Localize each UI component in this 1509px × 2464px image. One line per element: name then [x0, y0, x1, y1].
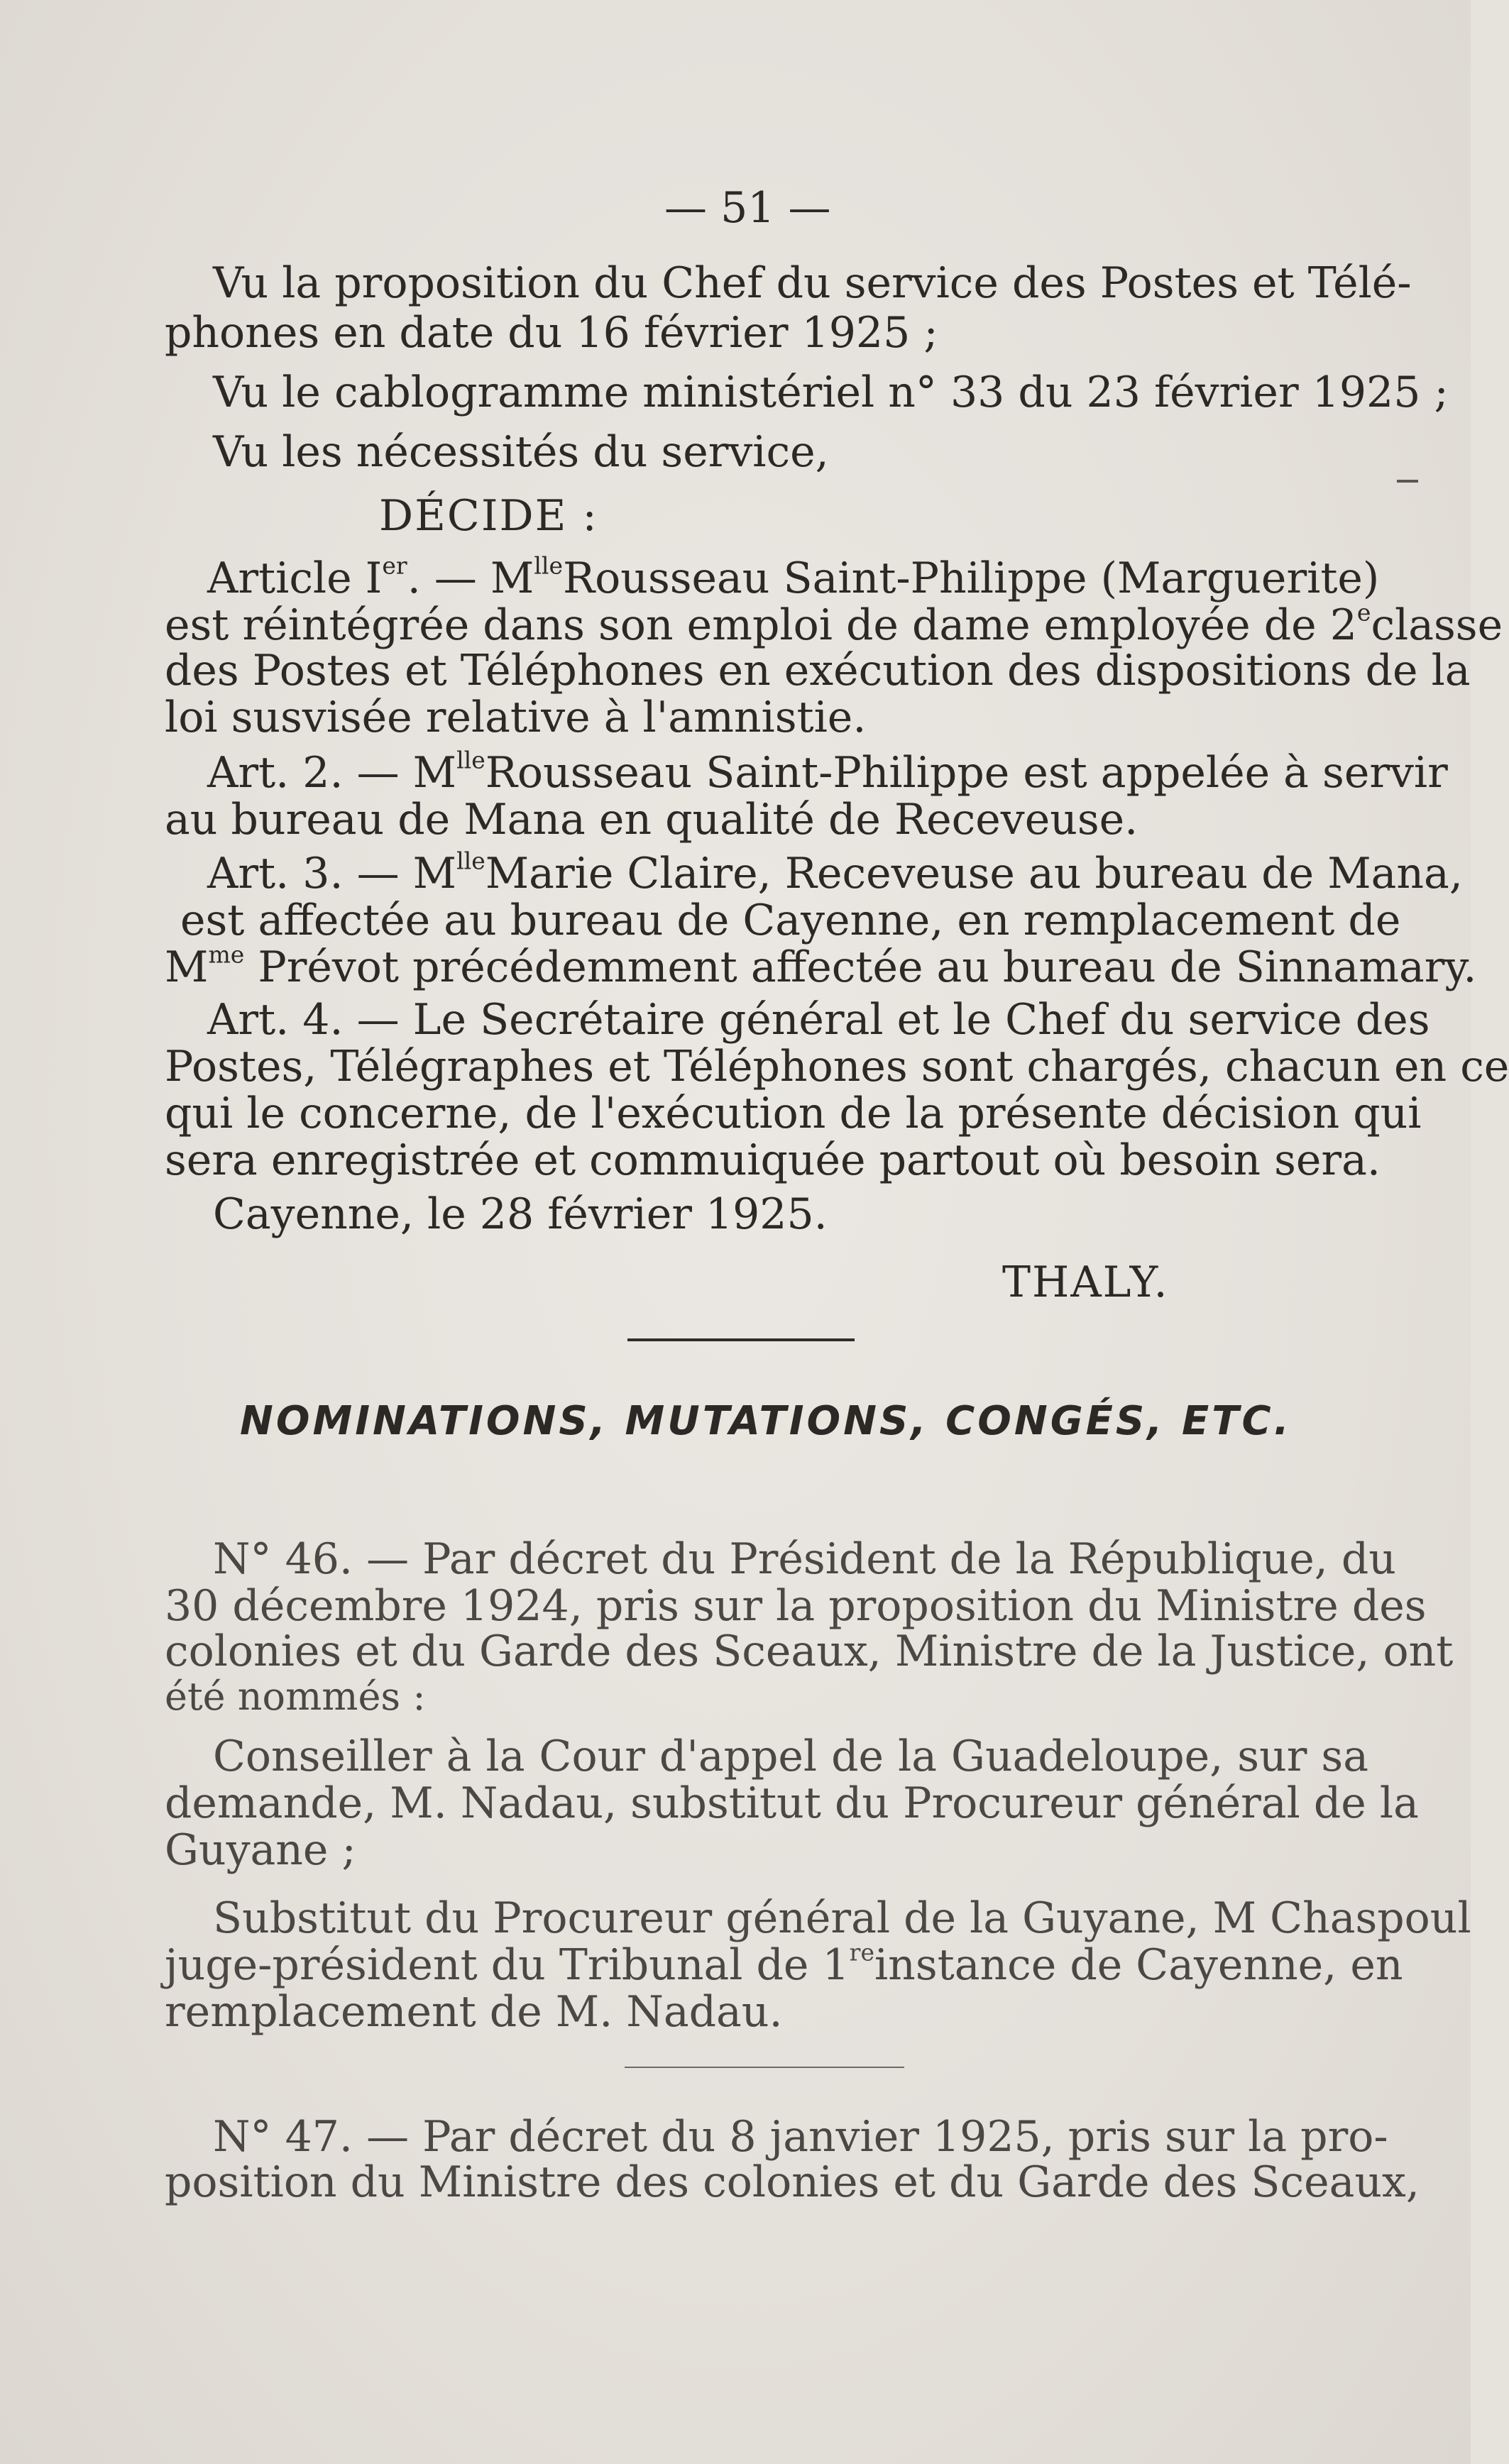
decision-label: DÉCIDE : [379, 491, 598, 541]
section-divider [627, 1338, 855, 1341]
section-heading: NOMINATIONS, MUTATIONS, CONGÉS, ETC. [240, 1398, 1292, 1444]
text-line: qui le concerne, de l'exécution de la présente décision qui [165, 1089, 1422, 1138]
margin-mark [1397, 480, 1418, 483]
text-line: Vu le cablogramme ministériel n° 33 du 23 février 1925 ; [213, 368, 1449, 417]
text-line [165, 940, 1477, 992]
text-line [207, 847, 1463, 898]
text-line [207, 746, 1448, 798]
text-fragment: $M^{me}$ Prévot précédemment affectée au bureau de Sinnamary. [165, 940, 1477, 992]
section-divider [625, 2067, 904, 2068]
text-line: demande, M. Nadau, substitut du Procureur général de la [165, 1778, 1419, 1828]
text-line: sera enregistrée et commuiquée partout où besoin sera. [165, 1135, 1381, 1185]
page-number: — 51 — [664, 183, 831, 233]
text-line: Art. 4. — Le Secrétaire général et le Chef du service des [207, 995, 1430, 1045]
text-line: Vu la proposition du Chef du service des Postes et Télé- [213, 258, 1412, 308]
text-fragment: est réintégrée dans son emploi de dame employée de 2e [165, 598, 1371, 650]
text-fragment: classe [1371, 600, 1503, 650]
text-fragment: Article Ier. — $M^{lle}$ [207, 551, 563, 603]
text-line: loi susvisée relative à l'amnistie. [165, 693, 867, 742]
text-fragment: Rousseau Saint-Philippe (Marguerite) [563, 554, 1380, 603]
signature: THALY. [1002, 1258, 1169, 1307]
text-fragment: juge-président du Tribunal de 1re [165, 1938, 874, 1990]
text-line [165, 598, 1503, 650]
text-fragment: instance de Cayenne, en [874, 1940, 1403, 1990]
text-fragment: Art. 2. — $M^{lle}$ [207, 746, 485, 798]
text-line: colonies et du Garde des Sceaux, Ministre de la Justice, ont [165, 1627, 1454, 1676]
text-line: N° 46. — Par décret du Président de la République, du [213, 1534, 1396, 1584]
text-line [165, 1938, 1403, 1990]
text-line: été nommés : [165, 1674, 426, 1719]
text-line: des Postes et Téléphones en exécution des dispositions de la [165, 646, 1471, 695]
text-line: Postes, Télégraphes et Téléphones sont chargés, chacun en ce [165, 1042, 1509, 1091]
text-fragment: Rousseau Saint-Philippe est appelée à servir [485, 748, 1448, 798]
text-line: remplacement de M. Nadau. [165, 1987, 783, 2037]
text-line: N° 47. — Par décret du 8 janvier 1925, pris sur la pro- [213, 2112, 1388, 2162]
text-line: au bureau de Mana en qualité de Receveuse. [165, 795, 1138, 845]
text-line: phones en date du 16 février 1925 ; [165, 308, 938, 358]
text-line: Conseiller à la Cour d'appel de la Guadeloupe, sur sa [213, 1732, 1368, 1781]
text-fragment: Marie Claire, Receveuse au bureau de Mana, [485, 849, 1463, 898]
text-line: Substitut du Procureur général de la Guyane, M Chaspoul [213, 1893, 1471, 1943]
text-line [207, 551, 1380, 603]
text-line: Guyane ; [165, 1825, 356, 1875]
text-line: position du Ministre des colonies et du Garde des Sceaux, [165, 2157, 1420, 2207]
text-line: 30 décembre 1924, pris sur la proposition du Ministre des [165, 1581, 1427, 1631]
text-line: Cayenne, le 28 février 1925. [213, 1189, 828, 1239]
text-line: Vu les nécessités du service, [213, 427, 829, 477]
text-fragment: Art. 3. — $M^{lle}$ [207, 847, 485, 898]
text-line: est affectée au bureau de Cayenne, en remplacement de [180, 896, 1401, 945]
